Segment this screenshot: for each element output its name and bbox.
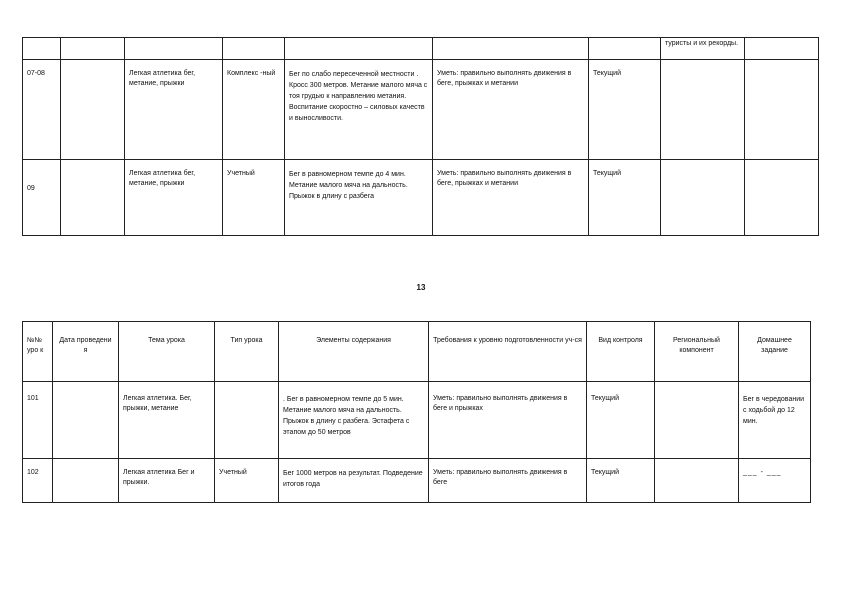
- lesson-requirements: Уметь: правильно выполнять движения в беге, прыжках и метании: [433, 160, 589, 236]
- cell: [23, 38, 61, 60]
- lesson-type: Комплекс -ный: [223, 60, 285, 160]
- lesson-control: Текущий: [587, 382, 655, 459]
- page-number: 13: [416, 283, 426, 292]
- lesson-content: Бег 1000 метров на результат. Подведение итогов года: [279, 459, 429, 503]
- lesson-content: Бег по слабо пересеченной местности . Кросс 300 метров. Метание малого мяча с тоя грудью к направлению метания. Воспитание скоростно – силовых качеств и выносливости.: [285, 60, 433, 160]
- header-content: Элементы содержания: [279, 322, 429, 382]
- table-row: [23, 160, 819, 236]
- lesson-number: 07-08: [23, 60, 61, 160]
- lesson-requirements: Уметь: правильно выполнять движения в беге: [429, 459, 587, 503]
- lesson-number: 102: [23, 459, 53, 503]
- lesson-regional: [655, 459, 739, 503]
- lesson-date: [53, 459, 119, 503]
- header-regional: Региональный компонент: [655, 322, 739, 382]
- cell: [589, 38, 661, 60]
- lesson-regional: [661, 60, 745, 160]
- lesson-topic: Легкая атлетика бег, метание, прыжки: [125, 160, 223, 236]
- lesson-topic: Легкая атлетика Бег и прыжки.: [119, 459, 215, 503]
- lesson-date: [53, 382, 119, 459]
- lesson-date: [61, 60, 125, 160]
- header-homework: Домашнее задание: [739, 322, 811, 382]
- header-date: Дата проведени я: [53, 322, 119, 382]
- cell: туристы и их рекорды.: [661, 38, 745, 60]
- lesson-requirements: Уметь: правильно выполнять движения в беге, прыжках и метании: [433, 60, 589, 160]
- lesson-type: Учетный: [215, 459, 279, 503]
- lesson-control: Текущий: [589, 60, 661, 160]
- lesson-number: 09: [23, 160, 61, 236]
- lesson-date: [61, 160, 125, 236]
- header-type: Тип урока: [215, 322, 279, 382]
- lesson-number: 101: [23, 382, 53, 459]
- lesson-content: . Бег в равномерном темпе до 5 мин. Метание малого мяча на дальность. Прыжок в длину с разбега. Эстафета с этапом до 50 метров: [279, 382, 429, 459]
- table-row: [23, 459, 811, 503]
- lesson-regional: [661, 160, 745, 236]
- lesson-control: Текущий: [589, 160, 661, 236]
- lesson-control: Текущий: [587, 459, 655, 503]
- lesson-requirements: Уметь: правильно выполнять движения в беге и прыжках: [429, 382, 587, 459]
- lesson-homework: ___ - ___: [739, 459, 811, 503]
- lesson-plan-table-continued: [22, 37, 819, 236]
- cell: [61, 38, 125, 60]
- header-topic: Тема урока: [119, 322, 215, 382]
- lesson-topic: Легкая атлетика. Бег, прыжки, метание: [119, 382, 215, 459]
- cell: [125, 38, 223, 60]
- cell: [745, 38, 819, 60]
- lesson-type: [215, 382, 279, 459]
- lesson-type: Учетный: [223, 160, 285, 236]
- lesson-plan-table: [22, 321, 811, 503]
- cell: [223, 38, 285, 60]
- header-lesson-number: №№ уро к: [23, 322, 53, 382]
- table-row: [23, 382, 811, 459]
- lesson-topic: Легкая атлетика бег, метание, прыжки: [125, 60, 223, 160]
- header-control: Вид контроля: [587, 322, 655, 382]
- lesson-homework: Бег в чередовании с ходьбой до 12 мин.: [739, 382, 811, 459]
- table-row-continuation: [23, 38, 819, 60]
- table-row: [23, 60, 819, 160]
- lesson-regional: [655, 382, 739, 459]
- cell: [433, 38, 589, 60]
- cell: [285, 38, 433, 60]
- lesson-homework: [745, 60, 819, 160]
- lesson-content: Бег в равномерном темпе до 4 мин. Метание малого мяча на дальность. Прыжок в длину с разбега: [285, 160, 433, 236]
- header-requirements: Требования к уровню подготовленности уч-ся: [429, 322, 587, 382]
- table-header-row: [23, 322, 811, 382]
- lesson-homework: [745, 160, 819, 236]
